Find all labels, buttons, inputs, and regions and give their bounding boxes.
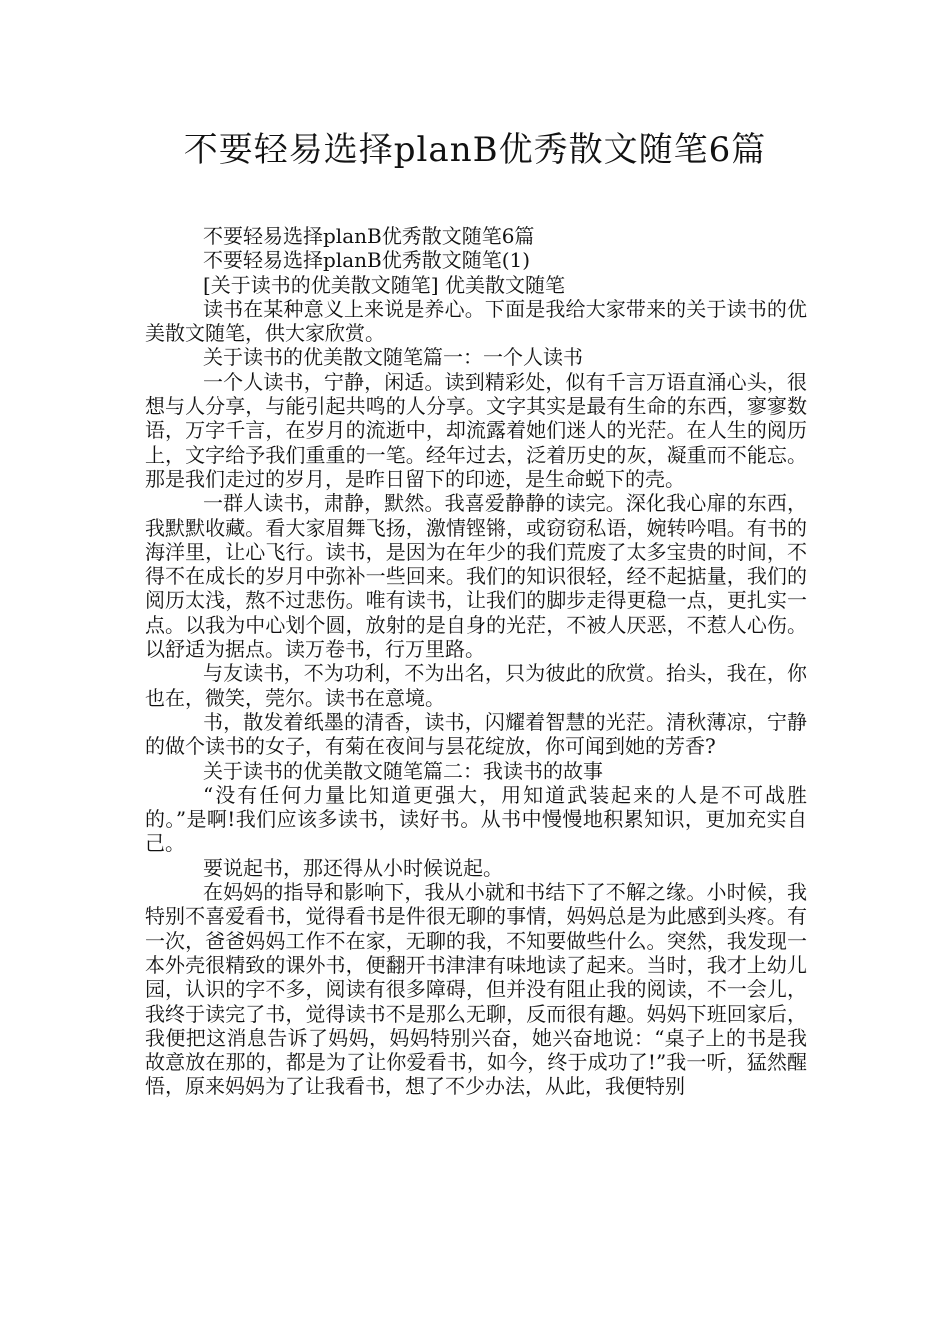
paragraph-4: 读书在某种意义上来说是养心。下面是我给大家带来的关于读书的优美散文随笔，供大家欣赏。 <box>145 296 807 346</box>
document-title: 不要轻易选择planB优秀散文随笔6篇 <box>183 130 767 170</box>
paragraph-2: 不要轻易选择planB优秀散文随笔(1) <box>203 248 531 273</box>
paragraph-6: 一群人读书，肃静，默然。我喜爱静静的读完。深化我心扉的东西，我默默收藏。看大家眉舞飞扬，激情铿锵，或窃窃私语，婉转吟唱。有书的海洋里，让心飞行。读书，是因为在年少的我们荒废了太多宝贵的时间，不得不在成长的岁月中弥补一些回来。我们的知识很轻，经不起掂量，我们的阅历太浅，熬不过悲伤。唯有读书，让我们的脚步走得更稳一点，更扎实一点。以我为中心划个圆，放射的是自身的光茫，不被人厌恶，不惹人心伤。以舒适为据点。读万卷书，行万里路。 <box>145 491 807 662</box>
paragraph-1: 不要轻易选择planB优秀散文随笔6篇 <box>203 224 535 248</box>
paragraph-5: 一个人读书，宁静，闲适。读到精彩处，似有千言万语直涌心头，很想与人分享，与能引起共鸣的人分享。文字其实是最有生命的东西，寥寥数语，万字千言，在岁月的流逝中，却流露着她们迷人的光茫。在人生的阅历上，文字给予我们重重的一笔。经年过去，泛着历史的灰，凝重而不能忘。那是我们走过的岁月，是昨日留下的印迹，是生命蜕下的壳。 <box>145 369 807 491</box>
paragraph-10: 要说起书，那还得从小时候说起。 <box>203 855 503 880</box>
paragraph-8: 书，散发着纸墨的清香，读书，闪耀着智慧的光茫。清秋薄凉，宁静的做个读书的女子，有菊在夜间与昙花绽放，你可闻到她的芳香? <box>145 709 807 759</box>
paragraph-7: 与友读书，不为功利，不为出名，只为彼此的欣赏。抬头，我在，你也在，微笑，莞尔。读书在意境。 <box>145 661 807 710</box>
paragraph-9: “没有任何力量比知道更强大，用知道武装起来的人是不可战胜的。”是啊!我们应该多读书，读好书。从书中慢慢地积累知识，更加充实自己。 <box>145 782 807 856</box>
document-body <box>145 224 807 1099</box>
paragraph-3: [关于读书的优美散文随笔] 优美散文随笔 <box>203 272 565 297</box>
section-heading-2: 关于读书的优美散文随笔篇二：我读书的故事 <box>203 758 603 783</box>
section-heading-1: 关于读书的优美散文随笔篇一：一个人读书 <box>203 345 583 370</box>
paragraph-11: 在妈妈的指导和影响下，我从小就和书结下了不解之缘。小时候，我特别不喜爱看书，觉得看书是件很无聊的事情，妈妈总是为此感到头疼。有一次，爸爸妈妈工作不在家，无聊的我，不知要做些什么。突然，我发现一本外壳很精致的课外书，便翻开书津津有味地读了起来。当时，我才上幼儿园，认识的字不多，阅读有很多障碍，但并没有阻止我的阅读，不一会儿，我终于读完了书，觉得读书不是那么无聊，反而很有趣。妈妈下班回家后，我便把这消息告诉了妈妈，妈妈特别兴奋，她兴奋地说：“桌子上的书是我故意放在那的，都是为了让你爱看书，如今，终于成功了!”我一听，猛然醒悟，原来妈妈为了让我看书，想了不少办法，从此，我便特别 <box>145 880 807 1099</box>
